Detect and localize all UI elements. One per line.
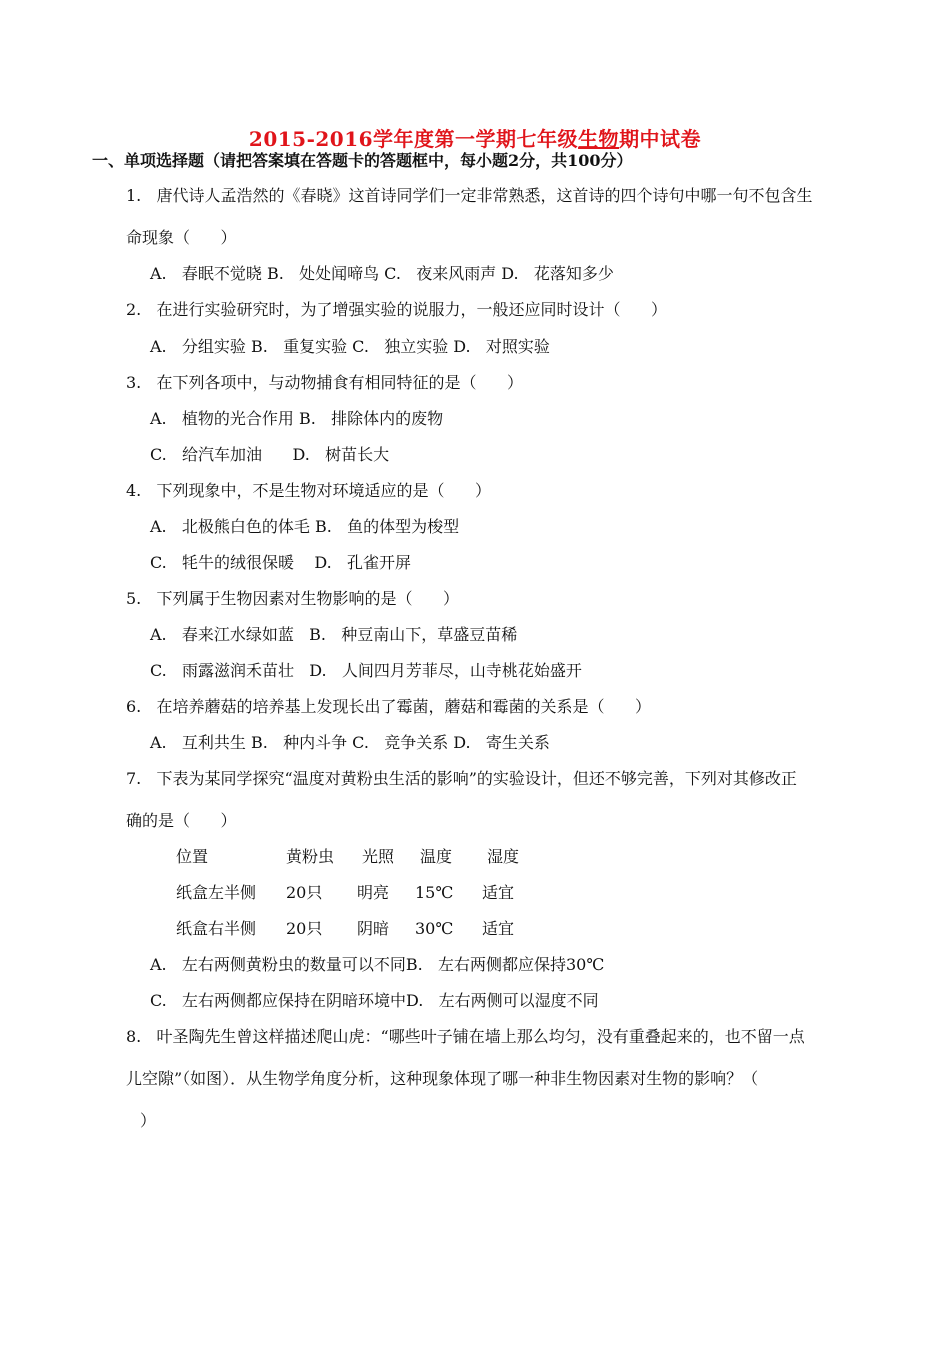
question-5-text: 5. 下列属于生物因素对生物影响的是（ ） bbox=[126, 589, 460, 608]
question-6-text: 6. 在培养蘑菇的培养基上发现长出了霉菌，蘑菇和霉菌的关系是（ ） bbox=[126, 697, 652, 716]
table-cell: 30℃ bbox=[415, 919, 454, 938]
question-8-text-end: ） bbox=[140, 1111, 157, 1130]
table-cell: 纸盒右半侧 bbox=[176, 919, 257, 938]
table-cell: 明亮 bbox=[357, 883, 390, 902]
question-8-text: 8. 叶圣陶先生曾这样描述爬山虎：“哪些叶子铺在墙上那么均匀，没有重叠起来的，也不留一点 bbox=[126, 1027, 805, 1046]
table-header-cell: 黄粉虫 bbox=[286, 847, 335, 866]
table-header-cell: 光照 bbox=[362, 847, 395, 866]
question-1-options: A. 春眠不觉晓 B. 处处闻啼鸟 C. 夜来风雨声 D. 花落知多少 bbox=[150, 264, 614, 283]
section-heading: 一、单项选择题（请把答案填在答题卡的答题框中，每小题2分，共100分） bbox=[92, 151, 633, 170]
page-title bbox=[0, 123, 950, 152]
table-header-cell: 温度 bbox=[420, 847, 453, 866]
question-6-options: A. 互利共生 B. 种内斗争 C. 竞争关系 D. 寄生关系 bbox=[150, 733, 550, 752]
question-5-options-1: A. 春来江水绿如蓝 B. 种豆南山下，草盛豆苗稀 bbox=[150, 625, 518, 644]
question-3-options-2: C. 给汽车加油 D. 树苗长大 bbox=[150, 445, 390, 464]
table-cell: 适宜 bbox=[482, 883, 515, 902]
table-cell: 阴暗 bbox=[357, 919, 390, 938]
question-2-options: A. 分组实验 B. 重复实验 C. 独立实验 D. 对照实验 bbox=[150, 337, 550, 356]
table-cell: 纸盒左半侧 bbox=[176, 883, 257, 902]
title-subject: 生物 bbox=[578, 127, 620, 151]
question-1-text-cont: 命现象（ ） bbox=[126, 228, 237, 247]
question-1-text: 1. 唐代诗人孟浩然的《春晓》这首诗同学们一定非常熟悉，这首诗的四个诗句中哪一句不包含生 bbox=[126, 186, 813, 205]
title-part-2: 期中试卷 bbox=[619, 127, 702, 151]
question-7-options-1: A. 左右两侧黄粉虫的数量可以不同B. 左右两侧都应保持30℃ bbox=[150, 955, 605, 974]
question-3-text: 3. 在下列各项中，与动物捕食有相同特征的是（ ） bbox=[126, 373, 524, 392]
question-4-options-2: C. 牦牛的绒很保暖 D. 孔雀开屏 bbox=[150, 553, 411, 572]
question-5-options-2: C. 雨露滋润禾苗壮 D. 人间四月芳菲尽，山寺桃花始盛开 bbox=[150, 661, 582, 680]
question-3-options-1: A. 植物的光合作用 B. 排除体内的废物 bbox=[150, 409, 444, 428]
question-2-text: 2. 在进行实验研究时，为了增强实验的说服力，一般还应同时设计（ ） bbox=[126, 300, 668, 319]
table-header-cell: 位置 bbox=[176, 847, 209, 866]
table-header-cell: 湿度 bbox=[487, 847, 520, 866]
table-cell: 20只 bbox=[286, 919, 323, 938]
table-cell: 适宜 bbox=[482, 919, 515, 938]
question-8-text-cont: 儿空隙”（如图）．从生物学角度分析，这种现象体现了哪一种非生物因素对生物的影响？（ bbox=[126, 1069, 759, 1088]
title-part-1: 2015-2016学年度第一学期七年级 bbox=[248, 127, 579, 151]
question-7-text-cont: 确的是（ ） bbox=[126, 811, 237, 830]
question-4-options-1: A. 北极熊白色的体毛 B. 鱼的体型为梭型 bbox=[150, 517, 460, 536]
question-4-text: 4. 下列现象中，不是生物对环境适应的是（ ） bbox=[126, 481, 492, 500]
table-cell: 20只 bbox=[286, 883, 323, 902]
question-7-options-2: C. 左右两侧都应保持在阴暗环境中D. 左右两侧可以湿度不同 bbox=[150, 991, 599, 1010]
table-cell: 15℃ bbox=[415, 883, 454, 902]
question-7-text: 7. 下表为某同学探究“温度对黄粉虫生活的影响”的实验设计，但还不够完善，下列对其修改正 bbox=[126, 769, 797, 788]
